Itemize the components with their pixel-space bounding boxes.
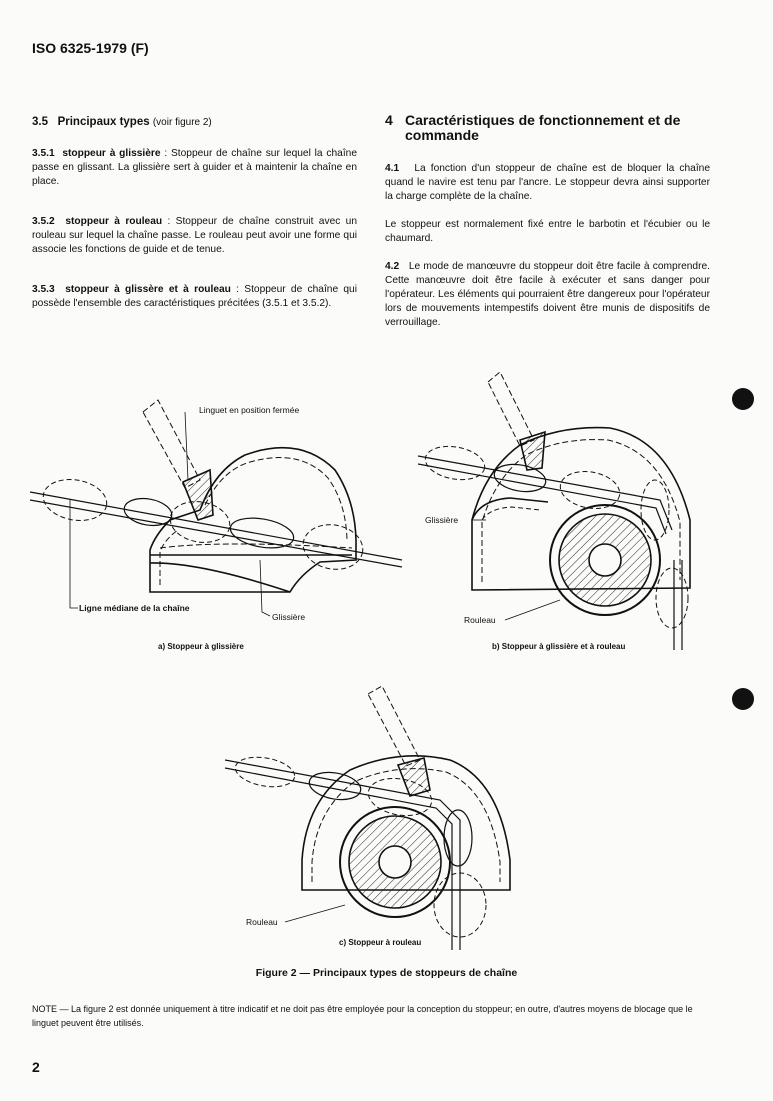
section-title: Principaux types	[57, 116, 150, 128]
drawing-b-glissiere-rouleau	[418, 372, 690, 650]
figure-reference: (voir figure 2)	[152, 117, 212, 128]
page-number: 2	[32, 1059, 40, 1075]
definition: : Stoppeur de chaîne sur lequel la chaîne passe en glissant. La glissière sert à guider et à maintenir la chaîne en place.	[32, 148, 357, 187]
section-number: 4	[385, 112, 393, 128]
label-ligne-mediane: Ligne médiane de la chaîne	[79, 603, 190, 613]
label-rouleau-c: Rouleau	[246, 917, 278, 927]
definition: : Stoppeur de chaîne qui possède l'ensemble des caractéristiques précitées (3.5.1 et 3.5.2).	[32, 284, 357, 309]
caption-c: c) Stoppeur à rouleau	[339, 938, 422, 947]
term: stoppeur à rouleau	[65, 216, 163, 227]
clause-number: 4.1	[385, 163, 400, 174]
clause-number: 3.5.3	[32, 284, 55, 295]
label-rouleau-b: Rouleau	[464, 615, 496, 625]
figure-title: Figure 2 — Principaux types de stoppeurs de chaîne	[255, 967, 518, 979]
label-glissiere-b: Glissière	[425, 515, 459, 525]
section-number: 3.5	[32, 116, 48, 128]
clause-number: 3.5.2	[32, 216, 55, 227]
caption-a: a) Stoppeur à glissière	[158, 642, 244, 651]
label-linguet: Linguet en position fermée	[199, 405, 300, 415]
term: stoppeur à glissière	[62, 148, 161, 159]
document-id: ISO 6325-1979 (F)	[32, 40, 149, 56]
drawing-c-rouleau	[225, 686, 510, 950]
paragraph-text: La fonction d'un stoppeur de chaîne est de bloquer la chaîne quand le navire est tenu par l'ancre. Le stoppeur devra ainsi supporter la charge complète de la chaîne.	[385, 163, 710, 202]
drawing-a-glissiere	[30, 400, 402, 616]
label-glissiere-a: Glissière	[272, 612, 306, 622]
note: NOTE — La figure 2 est donnée uniquement à titre indicatif et ne doit pas être employée pour la conception du stoppeur; en outre, d'autres moyens de blocage que le linguet peuvent être utilisés.	[32, 1004, 693, 1028]
paragraph-text: Le mode de manœuvre du stoppeur doit être facile à comprendre. Cette manœuvre doit être facile à exécuter et sans danger pour l'opérateur. Les éléments qui pourraient être dangereux pour l'opérateur lors de mouvements intempestifs doivent être munis de dispositifs de verrouillage.	[385, 261, 710, 328]
definition: : Stoppeur de chaîne construit avec un rouleau sur lequel la chaîne passe. Le rouleau peut avoir une forme qui associe les fonctions de guide et de tenue.	[32, 216, 358, 255]
clause-number: 4.2	[385, 261, 400, 272]
caption-b: b) Stoppeur à glissière et à rouleau	[492, 642, 626, 651]
paragraph-4-1-b: Le stoppeur est normalement fixé entre le barbotin et l'écubier ou le chaumard.	[385, 219, 710, 244]
section-title: Caractéristiques de fonctionnement et de commande	[405, 112, 681, 143]
clause-number: 3.5.1	[32, 148, 55, 159]
term: stoppeur à glissère et à rouleau	[65, 284, 231, 295]
